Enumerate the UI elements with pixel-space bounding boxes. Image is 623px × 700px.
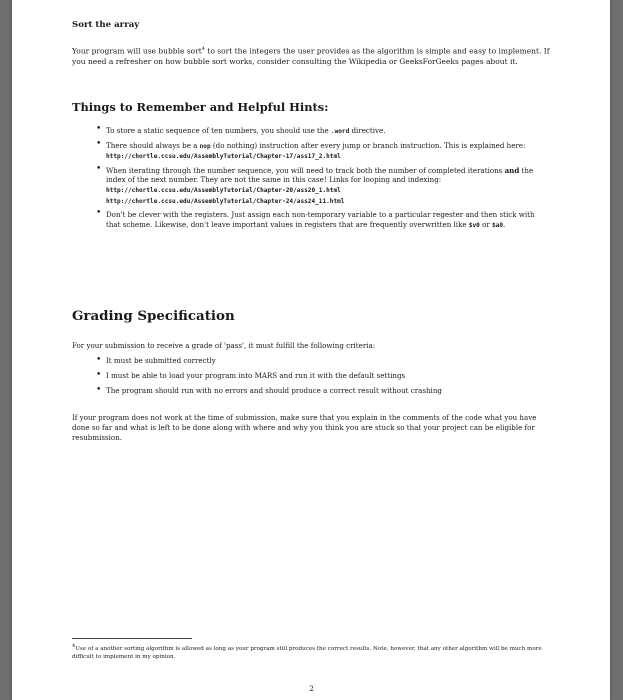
footnote-text: Use of a another sorting algorithm is allowed as long as your program still produces the correct results. Note, however, that any other algorithm will be much more difficult to implement in my opinion. xyxy=(72,645,542,661)
code-word-directive: .word xyxy=(330,128,350,135)
code-a0: $a0 xyxy=(492,221,504,229)
link-chapter-24[interactable]: http://chortle.ccsu.edu/AssemblyTutorial/Chapter-24/ass24_11.html xyxy=(106,197,345,205)
code-v0: $v0 xyxy=(468,221,480,229)
list-item: • The program should run with no errors and should produce a correct result without crashing xyxy=(96,386,536,396)
link-chapter-20[interactable]: http://chortle.ccsu.edu/AssemblyTutorial/Chapter-20/ass20_1.html xyxy=(106,186,341,194)
hint-text: directive. xyxy=(349,126,386,135)
intro-paragraph xyxy=(72,44,550,67)
list-item xyxy=(96,141,546,162)
list-item xyxy=(96,166,546,206)
list-item xyxy=(96,126,546,137)
closing-paragraph: If your program does not work at the time of submission, make sure that you explain in the comments of the code what you have done so far and what is left to be done along with where and why you think you are stuck so that your project can be eligible for resubmission. xyxy=(72,413,537,442)
hint-text: To store a static sequence of ten numbers, you should use the xyxy=(106,126,331,135)
hint-text: Don't be clever with the registers. Just assign each non-temporary variable to a particular regester and then stick with that scheme. Likewise, don't leave important values in registers that are frequently overwritten like xyxy=(106,210,535,229)
footnote-mark: 4 xyxy=(72,643,76,649)
footnote xyxy=(72,642,550,662)
link-chapter-17[interactable]: http://chortle.ccsu.edu/AssemblyTutorial/Chapter-17/ass17_2.html xyxy=(106,153,341,161)
subsection-title: Sort the array xyxy=(72,20,140,30)
grading-intro: For your submission to receive a grade of 'pass', it must fulfill the following criteria: xyxy=(72,341,376,350)
hint-text: or xyxy=(479,219,493,229)
hint-text: There should always be a xyxy=(106,140,200,150)
emphasis-and: and xyxy=(504,165,520,175)
list-item: • I must be able to load your program into MARS and run it with the default settings xyxy=(96,371,536,381)
hint-text: . xyxy=(503,219,506,229)
grading-heading: Grading Specification xyxy=(72,308,235,324)
hint-text: When iterating through the number sequence, you will need to track both the number of completed iterations xyxy=(106,165,505,175)
code-nop: nop xyxy=(199,142,211,150)
list-item: • It must be submitted correctly xyxy=(96,356,536,366)
hint-text: (do nothing) instruction after every jump or branch instruction. This is explained here: xyxy=(210,140,526,150)
hints-heading: Things to Remember and Helpful Hints: xyxy=(72,100,329,114)
hint-text: the index of the next number. They are not the same in this case! Links for looping and indexing: xyxy=(106,165,534,185)
criteria-list xyxy=(96,356,536,401)
page-number: 2 xyxy=(309,684,314,693)
hints-list xyxy=(96,126,546,234)
footnote-divider xyxy=(72,638,192,639)
footnote-reference: 4 xyxy=(201,46,205,52)
list-item xyxy=(96,210,546,230)
intro-text-post: to sort the integers the user provides as the algorithm is simple and easy to implement. If you need a refresher on how bubble sort works, consider consulting the Wikipedia or GeeksForGeeks pages about it. xyxy=(72,46,550,66)
intro-text-pre: Your program will use bubble sort xyxy=(72,46,202,56)
